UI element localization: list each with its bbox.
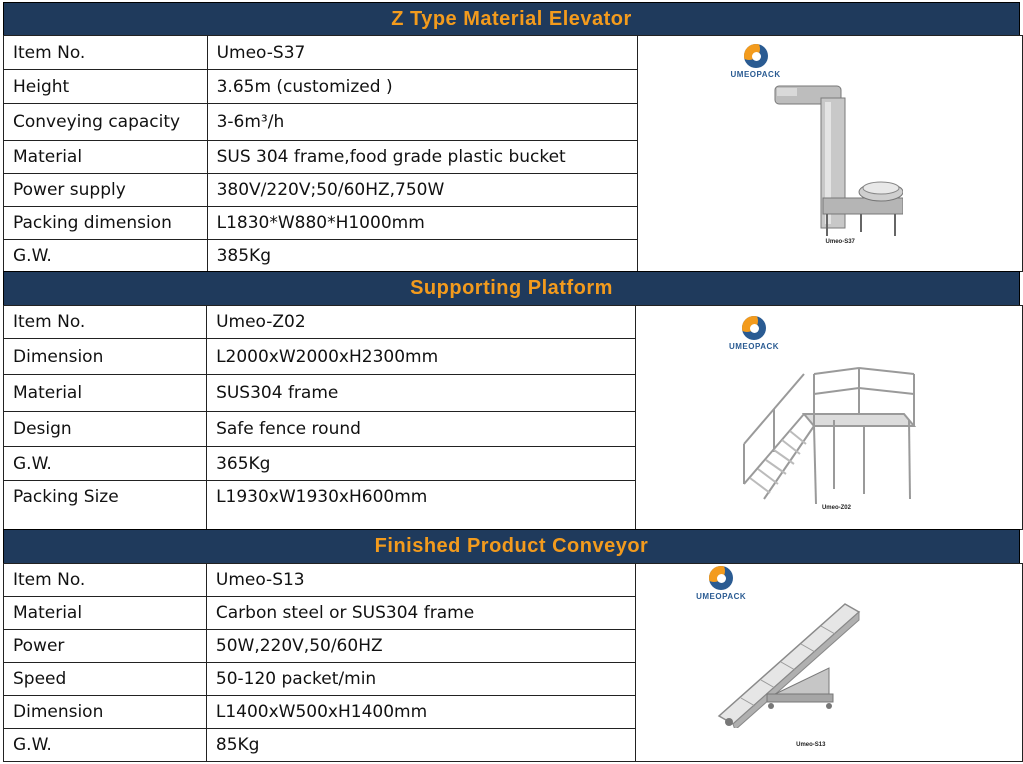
product-image-product-conveyor	[636, 564, 1023, 762]
section-title-support-platform: Supporting Platform	[3, 271, 1020, 306]
spec-label: Design	[4, 412, 207, 447]
spec-label: Item No.	[4, 306, 207, 339]
product-conveyor-icon	[711, 598, 861, 728]
spec-label: Conveying capacity	[4, 104, 208, 141]
support-platform-icon	[734, 354, 924, 514]
spec-value: L1830*W880*H1000mm	[207, 207, 637, 240]
spec-value: Umeo-Z02	[207, 306, 636, 339]
spec-label: Item No.	[4, 564, 207, 597]
product-caption: Umeo-Z02	[821, 505, 851, 511]
spec-label: Packing Size	[4, 481, 207, 530]
spec-label: G.W.	[4, 240, 208, 272]
spec-value: SUS304 frame	[207, 375, 636, 412]
z-elevator-machine-icon	[763, 80, 903, 250]
spec-label: Power supply	[4, 174, 208, 207]
umeopack-logo-icon	[742, 316, 766, 340]
spec-value: 365Kg	[207, 447, 636, 481]
spec-value: L1930xW1930xH600mm	[207, 481, 636, 530]
umeopack-logo-icon	[744, 44, 768, 68]
spec-table-support-platform	[3, 305, 1023, 530]
spec-label: Speed	[4, 663, 207, 696]
spec-value: Carbon steel or SUS304 frame	[206, 597, 635, 630]
table-row	[4, 306, 1023, 339]
spec-label: Packing dimension	[4, 207, 208, 240]
spec-label: G.W.	[4, 729, 207, 762]
umeopack-logo: UMEOPACK	[731, 44, 781, 79]
spec-value: 3-6m³/h	[207, 104, 637, 141]
section-title-product-conveyor: Finished Product Conveyor	[3, 529, 1020, 564]
umeopack-logo: UMEOPACK	[696, 566, 746, 601]
spec-label: Dimension	[4, 339, 207, 375]
product-image-support-platform	[635, 306, 1022, 530]
table-row	[4, 564, 1023, 597]
umeopack-logo-icon	[709, 566, 733, 590]
spec-table-product-conveyor	[3, 563, 1023, 762]
spec-value: Safe fence round	[207, 412, 636, 447]
spec-value: 380V/220V;50/60HZ,750W	[207, 174, 637, 207]
spec-value: L2000xW2000xH2300mm	[207, 339, 636, 375]
spec-label: Material	[4, 375, 207, 412]
spec-table-z-elevator	[3, 35, 1023, 272]
spec-label: Dimension	[4, 696, 207, 729]
product-caption: Umeo-S37	[825, 239, 855, 245]
product-image-z-elevator	[637, 36, 1022, 272]
spec-value: L1400xW500xH1400mm	[206, 696, 635, 729]
spec-label: Item No.	[4, 36, 208, 70]
spec-label: G.W.	[4, 447, 207, 481]
spec-value: 50W,220V,50/60HZ	[206, 630, 635, 663]
spec-value: Umeo-S37	[207, 36, 637, 70]
table-row	[4, 36, 1023, 70]
spec-value: SUS 304 frame,food grade plastic bucket	[207, 141, 637, 174]
spec-value: 385Kg	[207, 240, 637, 272]
spec-label: Power	[4, 630, 207, 663]
spec-value: 50-120 packet/min	[206, 663, 635, 696]
spec-value: 85Kg	[206, 729, 635, 762]
section-title-z-elevator: Z Type Material Elevator	[3, 2, 1020, 36]
spec-value: 3.65m (customized )	[207, 70, 637, 104]
product-caption: Umeo-S13	[796, 742, 826, 748]
spec-label: Material	[4, 141, 208, 174]
spec-label: Material	[4, 597, 207, 630]
spec-value: Umeo-S13	[206, 564, 635, 597]
umeopack-logo: UMEOPACK	[729, 316, 779, 351]
spec-label: Height	[4, 70, 208, 104]
